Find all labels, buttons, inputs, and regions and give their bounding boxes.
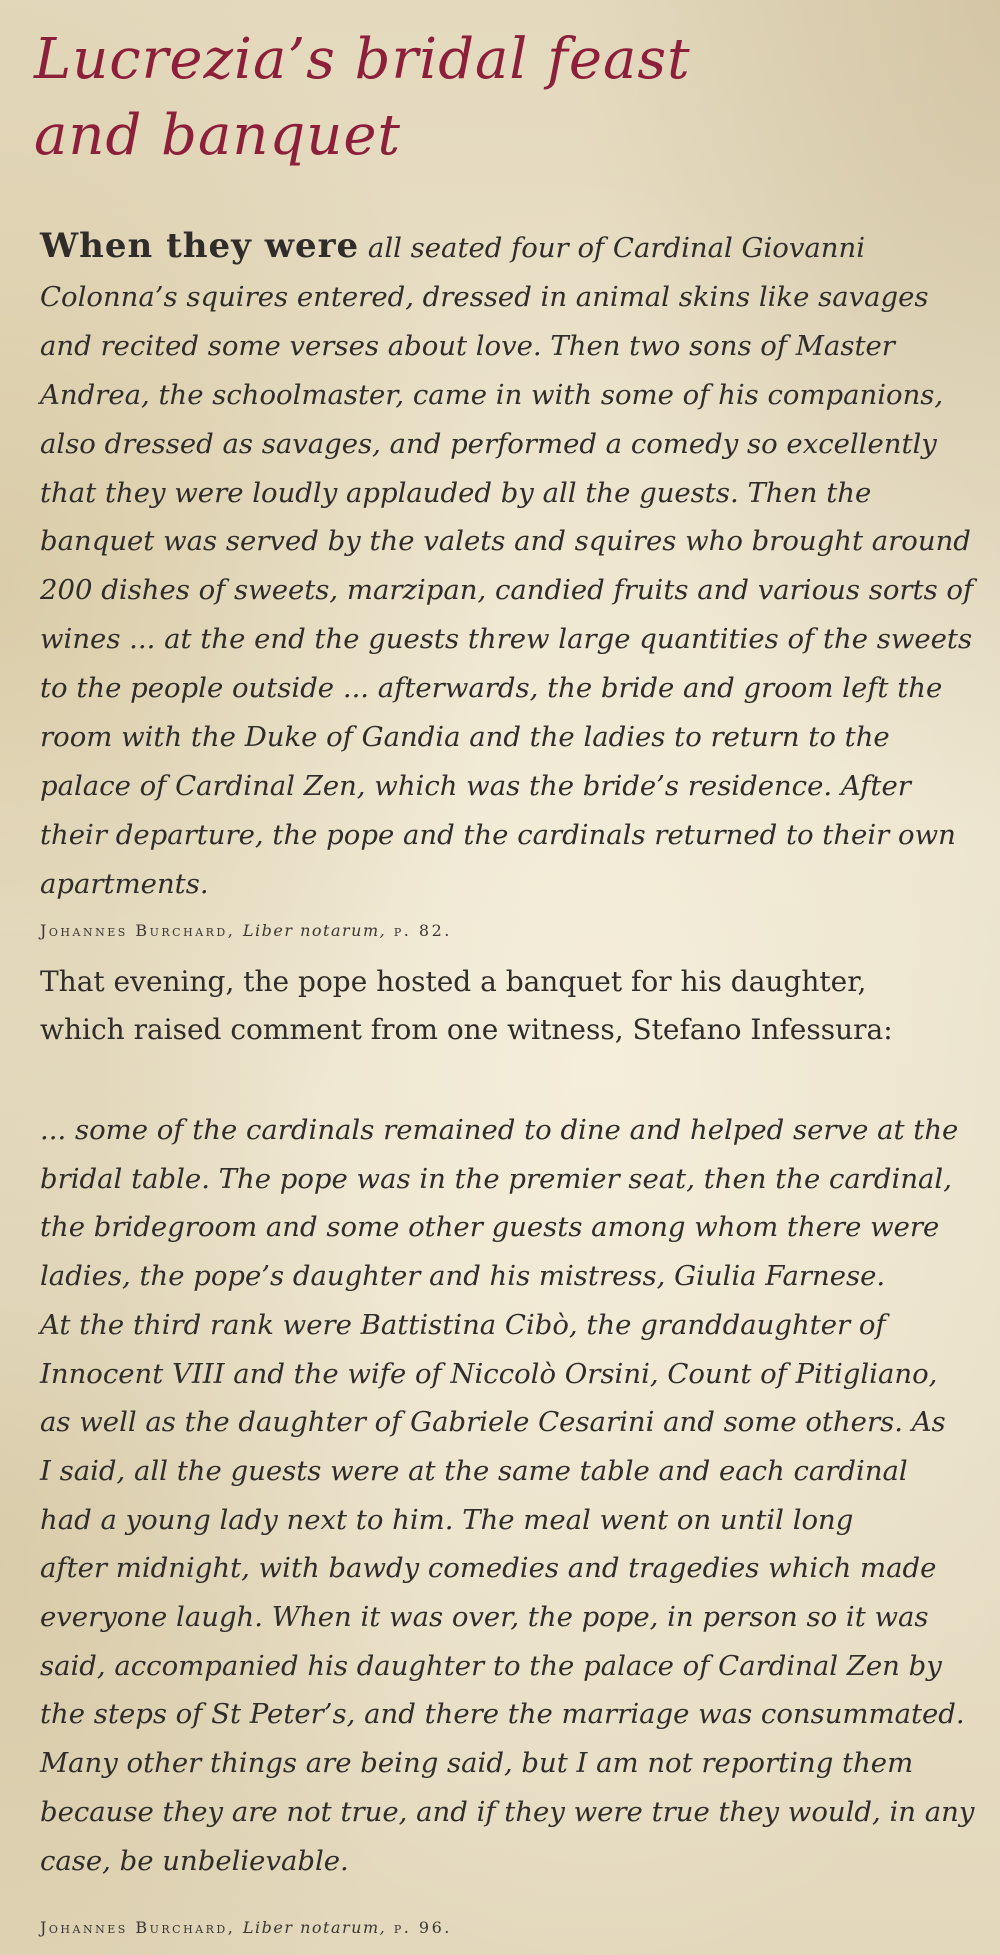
quote-line: palace of Cardinal Zen, which was the bride’s residence. After — [40, 769, 911, 802]
quote-line: bridal table. The pope was in the premier seat, then the cardinal, — [40, 1162, 952, 1195]
citation-work: Liber notarum, — [242, 1918, 387, 1937]
quote-line: banquet was served by the valets and squires who brought around — [40, 525, 971, 558]
citation-work: Liber notarum, — [242, 921, 387, 940]
quote-1-citation — [40, 921, 452, 940]
quote-line: the bridegroom and some other guests among whom there were — [40, 1211, 940, 1244]
quote-line: also dressed as savages, and performed a comedy so excellently — [40, 427, 937, 460]
narration-line: That evening, the pope hosted a banquet for his daughter, — [40, 965, 867, 998]
quote-line: that they were loudly applauded by all the guests. Then the — [40, 476, 872, 509]
page-title — [34, 22, 974, 174]
quote-line: said, accompanied his daughter to the palace of Cardinal Zen by — [40, 1649, 942, 1682]
burchard-quote-2 — [40, 1106, 990, 1885]
quote-line-text: all seated four of Cardinal Giovanni — [359, 232, 866, 264]
quote-line: their departure, the pope and the cardinals returned to their own — [40, 818, 956, 851]
quote-line: Innocent VIII and the wife of Niccolò Orsini, Count of Pitigliano, — [40, 1357, 938, 1390]
quote-line: the steps of St Peter’s, and there the marriage was consummated. — [40, 1698, 965, 1731]
quote-line: Colonna’s squires entered, dressed in animal skins like savages — [40, 280, 929, 313]
quote-line: after midnight, with bawdy comedies and tragedies which made — [40, 1552, 937, 1585]
quote-line: room with the Duke of Gandia and the ladies to return to the — [40, 721, 890, 754]
quote-dropcap: When they were — [40, 226, 360, 266]
quote-line: ... some of the cardinals remained to dine and helped serve at the — [40, 1114, 959, 1146]
page-title-line: and banquet — [34, 103, 401, 168]
quote-line: apartments. — [40, 867, 209, 900]
citation-page: p. 82. — [393, 921, 452, 940]
citation-author: Johannes Burchard, — [40, 921, 236, 940]
quote-line: Andrea, the schoolmaster, came in with some of his companions, — [40, 378, 944, 411]
quote-line: At the third rank were Battistina Cibò, the granddaughter of — [40, 1308, 886, 1341]
burchard-quote-1 — [40, 222, 990, 909]
quote-line: everyone laugh. When it was over, the pope, in person so it was — [40, 1601, 929, 1634]
narration-line: which raised comment from one witness, Stefano Infessura: — [40, 1013, 893, 1046]
citation-page: p. 96. — [393, 1918, 452, 1937]
quote-line: I said, all the guests were at the same table and each cardinal — [40, 1454, 908, 1487]
quote-line: wines ... at the end the guests threw large quantities of the sweets — [40, 623, 973, 656]
quote-line: because they are not true, and if they were true they would, in any — [40, 1795, 975, 1828]
quote-line: 200 dishes of sweets, marzipan, candied fruits and various sorts of — [40, 574, 974, 607]
citation-author: Johannes Burchard, — [40, 1918, 236, 1937]
narration-paragraph — [40, 958, 990, 1054]
quote-line: had a young lady next to him. The meal went on until long — [40, 1503, 854, 1536]
quote-line: as well as the daughter of Gabriele Cesarini and some others. As — [40, 1406, 946, 1439]
quote-line — [40, 222, 990, 273]
quote-line: case, be unbelievable. — [40, 1844, 349, 1877]
page-title-line: Lucrezia’s bridal feast — [34, 27, 691, 92]
quote-line: and recited some verses about love. Then two sons of Master — [40, 329, 895, 362]
quote-line: to the people outside ... afterwards, the bride and groom left the — [40, 672, 943, 705]
quote-2-citation — [40, 1918, 452, 1937]
quote-line: ladies, the pope’s daughter and his mistress, Giulia Farnese. — [40, 1260, 886, 1293]
quote-line: Many other things are being said, but I am not reporting them — [40, 1747, 914, 1780]
